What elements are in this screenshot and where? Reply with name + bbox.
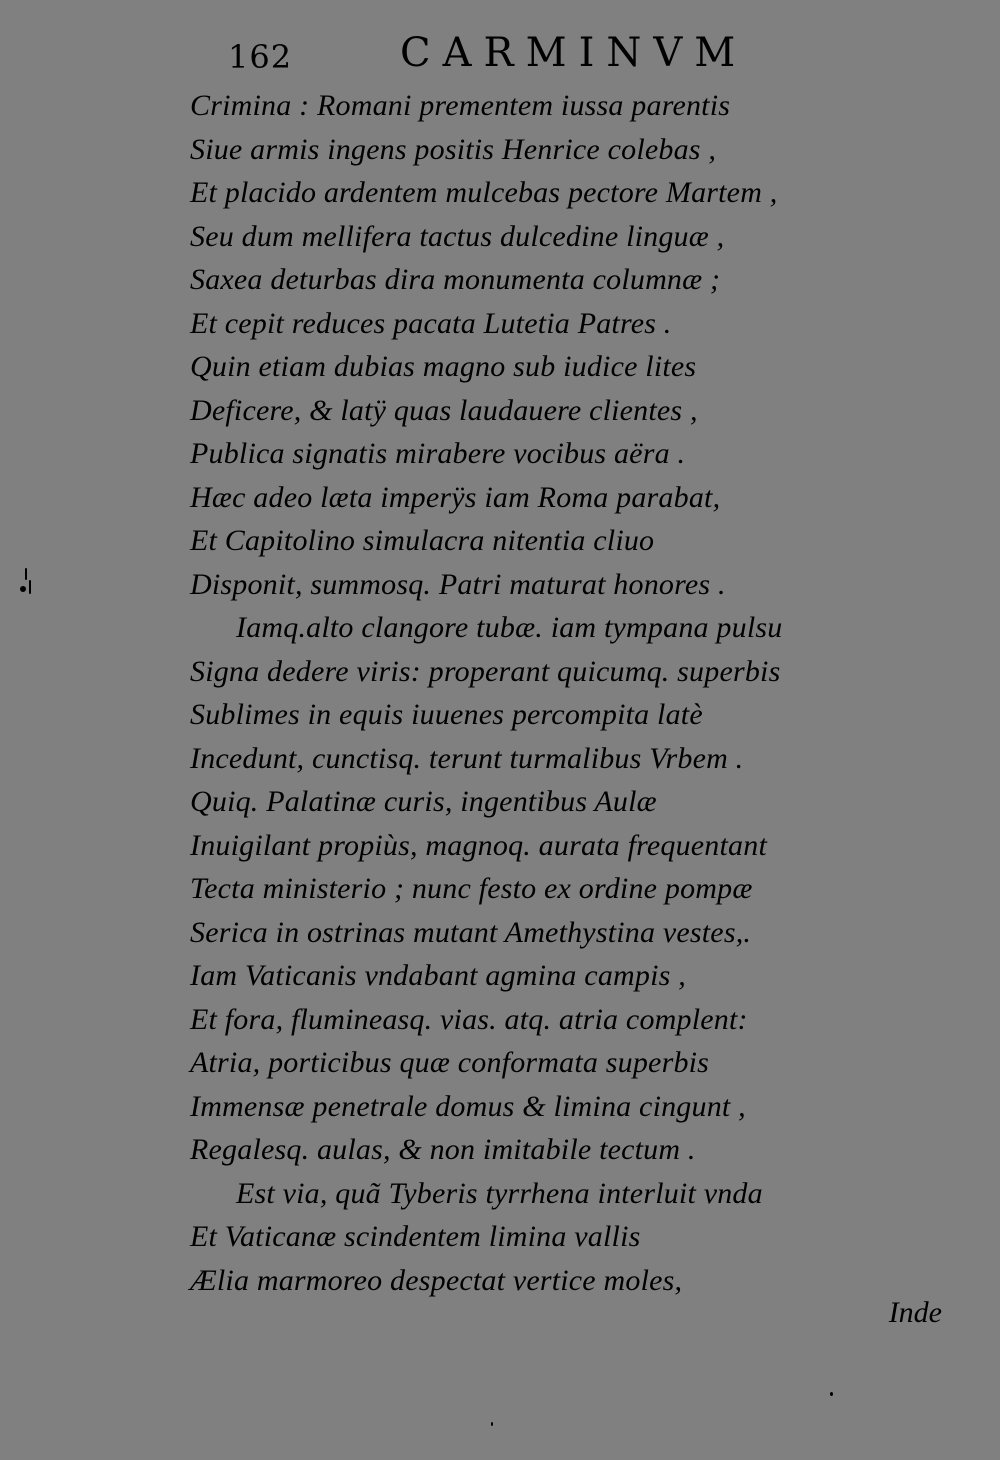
ink-speck [830,1392,833,1396]
verse-line: Saxea deturbas dira monumenta columnæ ; [190,263,721,296]
verse-line: Signa dedere viris: properant quicumq. superbis [190,654,781,688]
verse-line: Hæc adeo læta imperÿs iam Roma parabat, [190,480,721,514]
verse-line: Siue armis ingens positis Henrice colebas , [190,132,717,166]
verse-line: Iamq.alto clangore tubæ. iam tympana pulsu [236,611,783,644]
verse-line: Disponit, summosq. Patri maturat honores . [190,567,726,601]
verse-line: Est via, quã Tyberis tyrrhena interluit vnda [236,1176,763,1210]
verse-line: Et cepit reduces pacata Lutetia Patres . [190,306,672,340]
margin-ink-mark [14,566,36,602]
verse-block [190,84,970,1302]
verse-line: Ælia marmoreo despectat vertice moles, [190,1263,683,1297]
verse-line: Et Capitolino simulacra nitentia cliuo [190,524,655,557]
verse-line: Seu dum mellifera tactus dulcedine linguæ , [190,219,725,253]
verse-line: Deficere, & latÿ quas laudauere clientes , [190,393,698,427]
verse-line: Serica in ostrinas mutant Amethystina vestes,. [190,915,752,949]
page-header [228,30,828,86]
verse-line: Atria, porticibus quæ conformata superbis [190,1046,710,1079]
verse-line: Iam Vaticanis vndabant agmina campis , [190,959,686,992]
verse-line: Sublimes in equis iuuenes percompita latè [190,698,703,731]
verse-line: Et placido ardentem mulcebas pectore Martem , [190,176,778,209]
verse-line: Incedunt, cunctisq. terunt turmalibus Vrbem . [190,741,744,775]
verse-line: Quiq. Palatinæ curis, ingentibus Aulæ [190,785,657,818]
verse-line: Regalesq. aulas, & non imitabile tectum . [190,1133,696,1166]
verse-line: Et fora, flumineasq. vias. atq. atria complent: [190,1002,748,1036]
verse-line: Et Vaticanæ scindentem limina vallis [190,1220,641,1253]
page-number: 162 [228,38,293,76]
verse-line: Quin etiam dubias magno sub iudice lites [190,350,697,383]
verse-line: Publica signatis mirabere vocibus aëra . [190,437,686,470]
verse-line: Crimina : Romani prementem iussa parentis [190,89,731,122]
verse-line: Tecta ministerio ; nunc festo ex ordine pompæ [190,872,753,905]
verse-line: Inuigilant propiùs, magnoq. aurata frequentant [190,828,767,862]
catchword: Inde [888,1296,942,1329]
verse-line: Immensæ penetrale domus & limina cingunt , [190,1089,746,1123]
ink-speck [491,1422,493,1426]
running-title: CARMINVM [400,30,748,76]
